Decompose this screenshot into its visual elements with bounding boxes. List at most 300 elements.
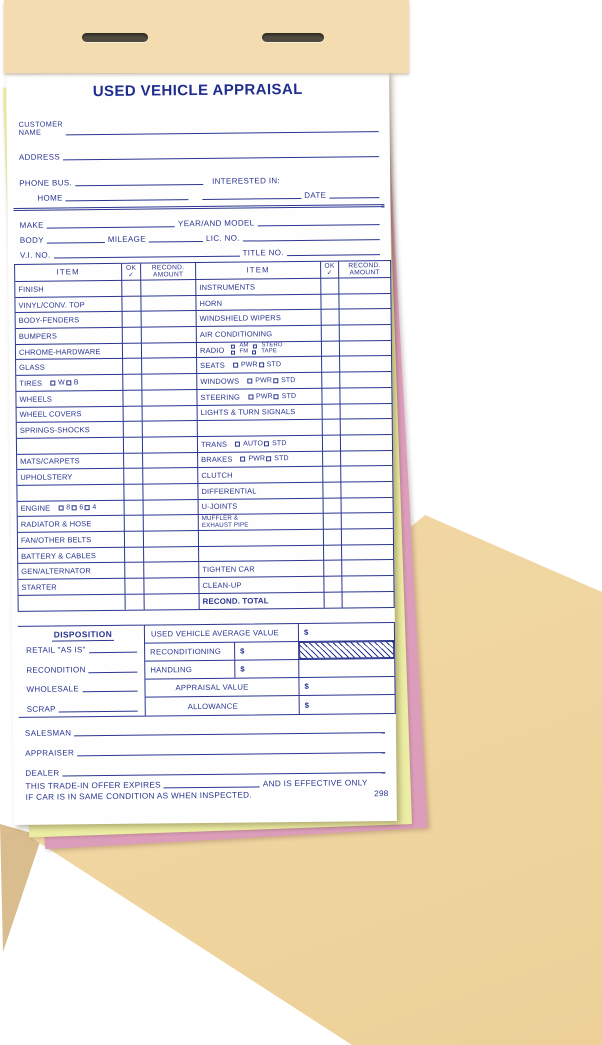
- item-label: WINDSHIELD WIPERS: [199, 313, 282, 324]
- checkbox-box: [259, 363, 264, 368]
- date-label: DATE: [304, 190, 327, 200]
- staple-slot-right: [262, 33, 324, 42]
- checklist-item-cell: [199, 545, 324, 562]
- ok-check-cell: [125, 516, 144, 532]
- header-text: ✓: [326, 269, 333, 277]
- checkbox-option: [240, 456, 265, 463]
- salesman-row: [25, 721, 388, 739]
- checkbox-box: [252, 350, 256, 354]
- recond-amount-cell: [145, 594, 200, 610]
- item-label: VINYL/CONV. TOP: [18, 299, 85, 310]
- ok-check-cell: [124, 422, 143, 438]
- item-label: WHEELS: [19, 394, 53, 404]
- value-row-label: RECONDITIONING: [150, 646, 222, 657]
- form-number: 298: [374, 789, 389, 799]
- checkbox-label: PWR: [248, 455, 266, 463]
- checklist-item-cell: [17, 469, 124, 486]
- checkbox-label: STD: [274, 455, 289, 463]
- checklist-item-cell: [18, 532, 125, 549]
- checklist-item-cell: [197, 357, 322, 374]
- checkbox-label: STERO: [261, 342, 283, 349]
- recond-amount-cell: [142, 390, 197, 406]
- currency-cell: $: [303, 627, 309, 637]
- item-label: RADIATOR & HOSE: [20, 519, 92, 530]
- checkbox-group: [230, 343, 282, 355]
- recond-amount-cell: [144, 500, 199, 516]
- item-label: FAN/OTHER BELTS: [20, 535, 92, 545]
- checkbox-label: W: [58, 379, 65, 387]
- checkbox-box: [58, 506, 63, 511]
- item-label: TIGHTEN CAR: [202, 564, 255, 575]
- checklist-item-cell: [198, 483, 323, 500]
- ok-check-cell: [322, 373, 340, 389]
- year-model-label: YEAR/AND MODEL: [177, 218, 255, 229]
- checkbox-box: [248, 394, 253, 399]
- ok-check-cell: [322, 341, 340, 357]
- item-label: WHEEL COVERS: [19, 409, 82, 420]
- checkbox-box: [66, 380, 71, 385]
- mileage-blank-line: [149, 240, 203, 243]
- checkbox-group: [233, 361, 281, 369]
- header-text: RECOND.: [151, 263, 185, 272]
- ok-check-cell: [123, 390, 142, 406]
- header-text: AMOUNT: [152, 271, 184, 279]
- checkbox-option: [274, 393, 297, 400]
- ok-check-cell: [124, 437, 143, 453]
- checkbox-box: [247, 378, 252, 383]
- item-label: INSTRUMENTS: [199, 282, 256, 292]
- checkbox-group: [247, 377, 295, 385]
- address-blank-line: [63, 155, 379, 160]
- disposition-item-label: RETAIL "AS IS": [26, 645, 86, 655]
- disposition-left-panel: [18, 625, 145, 718]
- checklist-header-cell: [339, 261, 390, 279]
- currency-cell: $: [304, 681, 310, 691]
- empty-value-cell: [299, 659, 394, 677]
- checkbox-option: [273, 377, 296, 384]
- item-label: GLASS: [19, 362, 45, 373]
- ok-check-cell: [324, 530, 342, 546]
- item-label: DIFFERENTIAL: [201, 486, 257, 496]
- lic-no-label: LIC. NO.: [205, 233, 240, 243]
- checkbox-group: [50, 379, 79, 386]
- value-row-label-cell: [145, 643, 235, 661]
- checklist-item-cell: [16, 375, 123, 392]
- ok-check-cell: [323, 435, 341, 451]
- checkbox-line: [248, 393, 296, 401]
- lic-no-blank-line: [243, 238, 380, 241]
- checkbox-line: [230, 349, 276, 355]
- ok-check-cell: [324, 498, 342, 514]
- checkbox-box: [50, 380, 55, 385]
- item-label: CLEAN-UP: [202, 580, 242, 590]
- checkbox-label: STD: [266, 361, 282, 369]
- recond-amount-cell: [143, 406, 198, 422]
- checkbox-label: STD: [281, 376, 296, 385]
- checkbox-option: [71, 505, 83, 512]
- disposition-blank-line: [89, 670, 138, 673]
- customer-name-row: [19, 115, 382, 138]
- item-label: BODY-FENDERS: [18, 315, 80, 326]
- recond-amount-cell: [340, 341, 391, 357]
- ok-check-cell: [324, 545, 342, 561]
- value-row-label: ALLOWANCE: [187, 701, 238, 711]
- dealer-label: DEALER: [25, 768, 60, 778]
- interested-in-label: INTERESTED IN:: [212, 176, 281, 186]
- ok-check-cell: [322, 388, 340, 404]
- checklist-header-cell: [321, 262, 339, 279]
- checklist-item-cell: [198, 404, 323, 421]
- value-row-label-cell: [145, 661, 235, 679]
- recond-amount-cell: [341, 451, 392, 467]
- recond-amount-cell: [340, 309, 391, 325]
- item-label: ENGINE: [20, 504, 51, 514]
- checkbox-option: [235, 440, 263, 447]
- ok-check-cell: [123, 375, 142, 391]
- expires-blank-line: [164, 785, 260, 788]
- checkbox-option: [248, 393, 273, 400]
- checkbox-label: 8: [66, 504, 71, 512]
- hatched-blocked-cell: [299, 641, 394, 659]
- title-no-blank-line: [287, 253, 380, 256]
- ok-check-cell: [321, 279, 339, 295]
- checkbox-line: [50, 379, 79, 386]
- recond-amount-cell: [340, 388, 391, 404]
- recond-amount-cell: [340, 372, 391, 388]
- checklist-item-cell: [15, 297, 122, 314]
- item-label: BUMPERS: [18, 331, 58, 341]
- disposition-item-row: [27, 701, 141, 714]
- customer-name-label: [19, 120, 64, 138]
- salesman-label: SALESMAN: [24, 728, 72, 738]
- checkbox-group: [240, 455, 288, 463]
- recond-amount-cell: [341, 404, 392, 420]
- checkbox-line: [58, 505, 96, 512]
- checklist-item-cell: [198, 451, 323, 468]
- checkbox-line: [240, 455, 288, 463]
- checklist-item-cell: [198, 420, 323, 437]
- checkbox-label: TAPE: [261, 348, 277, 355]
- checklist-item-cell: [19, 595, 126, 612]
- checklist-item-cell: [197, 373, 322, 390]
- disposition-value-table: [144, 622, 396, 717]
- checkbox-label: PWR: [240, 361, 258, 369]
- value-row-label-cell: [145, 624, 299, 643]
- checkbox-option: [266, 455, 289, 462]
- ok-check-cell: [323, 451, 341, 467]
- checkbox-box: [274, 394, 279, 399]
- checklist-header-cell: [15, 264, 122, 282]
- item-label: STEERING: [200, 392, 241, 402]
- address-label: ADDRESS: [18, 152, 61, 162]
- body-label: BODY: [19, 235, 44, 245]
- section-divider-double-rule: [13, 204, 384, 211]
- recond-amount-cell: [144, 515, 199, 531]
- value-row-label: APPRAISAL VALUE: [175, 682, 249, 693]
- item-label: MATS/CARPETS: [20, 456, 80, 467]
- disposition-item-row: [26, 662, 140, 675]
- disposition-blank-line: [82, 690, 138, 693]
- checklist-item-cell: [199, 577, 324, 594]
- checkbox-label: FM: [239, 348, 249, 355]
- recond-amount-cell: [143, 453, 198, 469]
- checklist-item-cell: [199, 561, 324, 578]
- recond-amount-cell: [143, 484, 198, 500]
- ok-check-cell: [324, 577, 342, 593]
- item-label: TRANS: [200, 439, 228, 449]
- disposition-section: [18, 622, 396, 718]
- disposition-blank-line: [59, 709, 138, 712]
- checkbox-group: [248, 393, 296, 401]
- item-label: CLUTCH: [201, 470, 233, 481]
- ok-check-cell: [123, 328, 142, 344]
- checklist-item-cell: [18, 563, 125, 580]
- checklist-item-cell: [18, 516, 125, 533]
- ok-check-cell: [324, 561, 342, 577]
- checkbox-option: [259, 361, 282, 368]
- checkbox-box: [235, 441, 240, 446]
- home-label: HOME: [37, 193, 63, 203]
- value-row-label: USED VEHICLE AVERAGE VALUE: [150, 628, 279, 639]
- checkbox-box: [253, 345, 257, 349]
- home-blank-line: [66, 198, 189, 201]
- checkbox-box: [240, 457, 245, 462]
- currency-cell: $: [304, 700, 310, 710]
- appraiser-blank-line: [77, 751, 385, 756]
- item-label: TIRES: [19, 378, 43, 388]
- currency-cell: $: [235, 660, 299, 678]
- recond-amount-cell: [142, 327, 197, 343]
- ok-check-cell: [323, 467, 341, 483]
- checkbox-option: [252, 349, 277, 355]
- item-label: FINISH: [18, 284, 44, 294]
- recond-amount-cell: [144, 578, 199, 594]
- ok-check-cell: [124, 469, 143, 485]
- recond-amount-cell: [341, 435, 392, 451]
- ok-check-cell: [322, 310, 340, 326]
- ok-check-cell: [124, 485, 143, 501]
- row-spacer: [192, 200, 200, 202]
- recond-amount-cell: [342, 498, 393, 514]
- header-text: AMOUNT: [349, 269, 380, 277]
- checklist-item-cell: [198, 436, 323, 453]
- checklist-item-cell: [16, 391, 123, 408]
- checklist-item-cell: [199, 530, 324, 547]
- ok-check-cell: [323, 482, 341, 498]
- checkbox-group: [58, 505, 96, 512]
- ok-check-cell: [323, 420, 341, 436]
- dealer-row: [25, 761, 388, 779]
- make-blank-line: [47, 225, 175, 228]
- ok-check-cell: [325, 592, 343, 608]
- condition-checklist-table: [14, 260, 395, 612]
- item-label: LIGHTS & TURN SIGNALS: [200, 407, 296, 418]
- disposition-item-label: RECONDITION: [26, 664, 86, 675]
- checklist-item-cell: [15, 281, 122, 298]
- disposition-item-label: WHOLESALE: [26, 684, 80, 694]
- checkbox-label: PWR: [255, 392, 273, 401]
- checklist-item-cell: [198, 467, 323, 484]
- checklist-item-cell: [197, 389, 322, 406]
- disposition-item-row: [26, 643, 140, 656]
- checkbox-box: [266, 457, 271, 462]
- header-text: OK: [324, 262, 335, 270]
- checklist-item-cell: [18, 579, 125, 596]
- body-blank-line: [47, 241, 105, 244]
- interested-in-blank-line: [203, 197, 301, 200]
- ok-check-cell: [125, 563, 144, 579]
- dealer-blank-line: [63, 771, 386, 776]
- appraiser-row: [25, 741, 388, 759]
- item-label: BRAKES: [201, 455, 233, 465]
- checkbox-option: [84, 505, 96, 512]
- recond-amount-cell: [144, 562, 199, 578]
- checkbox-line: [233, 361, 281, 369]
- item-label: U-JOINTS: [201, 502, 238, 512]
- checkbox-box: [71, 506, 76, 511]
- mileage-label: MILEAGE: [107, 234, 146, 244]
- phone-bus-label: PHONE BUS.: [19, 178, 73, 188]
- recond-amount-cell: [342, 560, 393, 576]
- header-text: OK: [125, 264, 137, 272]
- ok-check-cell: [123, 343, 142, 359]
- value-row-label-cell: [146, 696, 300, 716]
- item-label: UPHOLSTERY: [20, 472, 73, 482]
- recond-amount-cell: [144, 531, 199, 547]
- trade-in-condition-label: IF CAR IS IN SAME CONDITION AS WHEN INSPECTED.: [25, 790, 252, 802]
- title-no-label: TITLE NO.: [242, 248, 284, 258]
- recond-amount-cell: [144, 547, 199, 563]
- checkbox-option: [66, 379, 79, 386]
- checklist-item-cell: [17, 422, 124, 439]
- row-spacer: [252, 797, 374, 800]
- ok-check-cell: [125, 579, 144, 595]
- checklist-header-cell: [122, 264, 141, 281]
- phone-bus-blank-line: [75, 183, 203, 186]
- checkbox-box: [84, 506, 89, 511]
- checklist-item-cell: [17, 485, 124, 502]
- ok-check-cell: [324, 514, 342, 530]
- checklist-item-cell: [16, 312, 123, 329]
- checklist-item-cell: [17, 406, 124, 423]
- recond-amount-cell: [339, 294, 390, 310]
- checkbox-option: [264, 440, 287, 447]
- disposition-item-row: [26, 682, 140, 695]
- year-model-blank-line: [257, 223, 379, 226]
- ok-check-cell: [122, 296, 141, 312]
- recond-amount-cell: [341, 466, 392, 482]
- recond-amount-cell: [141, 296, 196, 312]
- item-label: RADIO: [199, 345, 225, 355]
- checklist-item-cell: [16, 359, 123, 376]
- ok-check-cell: [322, 357, 340, 373]
- vin-row: [20, 243, 383, 261]
- checklist-item-cell: [199, 498, 324, 515]
- checkbox-box: [264, 441, 269, 446]
- checklist-header-cell: [141, 263, 196, 281]
- checkbox-option: [247, 377, 272, 384]
- disposition-heading: DISPOSITION: [52, 629, 115, 642]
- checkbox-box: [230, 345, 234, 349]
- recond-amount-cell: [143, 437, 198, 453]
- recond-amount-cell: [142, 358, 197, 374]
- customer-label-line2: NAME: [18, 128, 42, 138]
- ok-check-cell: [125, 532, 144, 548]
- checklist-item-cell: [18, 500, 125, 517]
- header-text: ITEM: [246, 264, 270, 275]
- item-label: SPRINGS-SHOCKS: [19, 425, 90, 435]
- ok-check-cell: [126, 594, 145, 610]
- ok-check-cell: [322, 326, 340, 342]
- value-row-label-cell: [145, 678, 299, 697]
- disposition-value-row: [146, 695, 395, 716]
- make-label: MAKE: [19, 220, 44, 230]
- item-label: AIR CONDITIONING: [199, 329, 273, 339]
- checklist-item-cell: [197, 326, 322, 343]
- recond-amount-cell: [340, 356, 391, 372]
- appraiser-label: APPRAISER: [25, 748, 75, 758]
- recond-amount-cell: [339, 278, 390, 294]
- item-label: STARTER: [21, 582, 57, 592]
- checklist-item-cell: [197, 310, 322, 327]
- checkbox-option: [58, 505, 70, 512]
- item-label: WINDOWS: [200, 376, 240, 386]
- checklist-item-cell: [197, 341, 322, 358]
- checkbox-line: [247, 377, 295, 385]
- customer-label-line1: CUSTOMER: [18, 119, 64, 129]
- checkbox-label: AM: [239, 342, 249, 349]
- ok-check-cell: [321, 294, 339, 310]
- item-label: HORN: [199, 298, 223, 308]
- ok-check-cell: [124, 406, 143, 422]
- recond-amount-cell: [341, 482, 392, 498]
- checkbox-label: PWR: [255, 377, 273, 385]
- checkbox-option: [50, 379, 65, 386]
- recond-amount-cell: [342, 513, 393, 529]
- ok-check-cell: [122, 281, 141, 297]
- checklist-item-cell: [199, 514, 324, 531]
- checkbox-box: [230, 351, 234, 355]
- salesman-blank-line: [74, 731, 385, 736]
- trade-in-effective-label: AND IS EFFECTIVE ONLY: [262, 778, 368, 789]
- vi-no-blank-line: [54, 255, 240, 259]
- disposition-item-label: SCRAP: [26, 704, 56, 714]
- recond-amount-cell: [340, 325, 391, 341]
- checklist-item-cell: [17, 453, 124, 470]
- recond-amount-cell: [341, 419, 392, 435]
- ok-check-cell: [123, 359, 142, 375]
- checklist-item-cell: [200, 592, 325, 609]
- recond-amount-cell: [142, 343, 197, 359]
- checklist-item-cell: [196, 279, 321, 296]
- checkbox-label: 4: [92, 504, 97, 512]
- ok-check-cell: [124, 453, 143, 469]
- recond-amount-cell: [143, 421, 198, 437]
- recond-amount-cell: [141, 280, 196, 296]
- recond-amount-cell: [342, 545, 393, 561]
- ok-check-cell: [123, 312, 142, 328]
- header-text: ✓: [128, 271, 135, 279]
- vi-no-label: V.I. NO.: [19, 250, 51, 260]
- checklist-header-cell: [196, 262, 321, 280]
- ok-check-cell: [125, 547, 144, 563]
- checkbox-group: [235, 440, 286, 448]
- item-label: RECOND. TOTAL: [202, 596, 269, 607]
- recond-amount-cell: [342, 529, 393, 545]
- header-text: RECOND.: [348, 261, 381, 270]
- value-row-label: HANDLING: [150, 665, 193, 675]
- checkbox-box: [273, 378, 278, 383]
